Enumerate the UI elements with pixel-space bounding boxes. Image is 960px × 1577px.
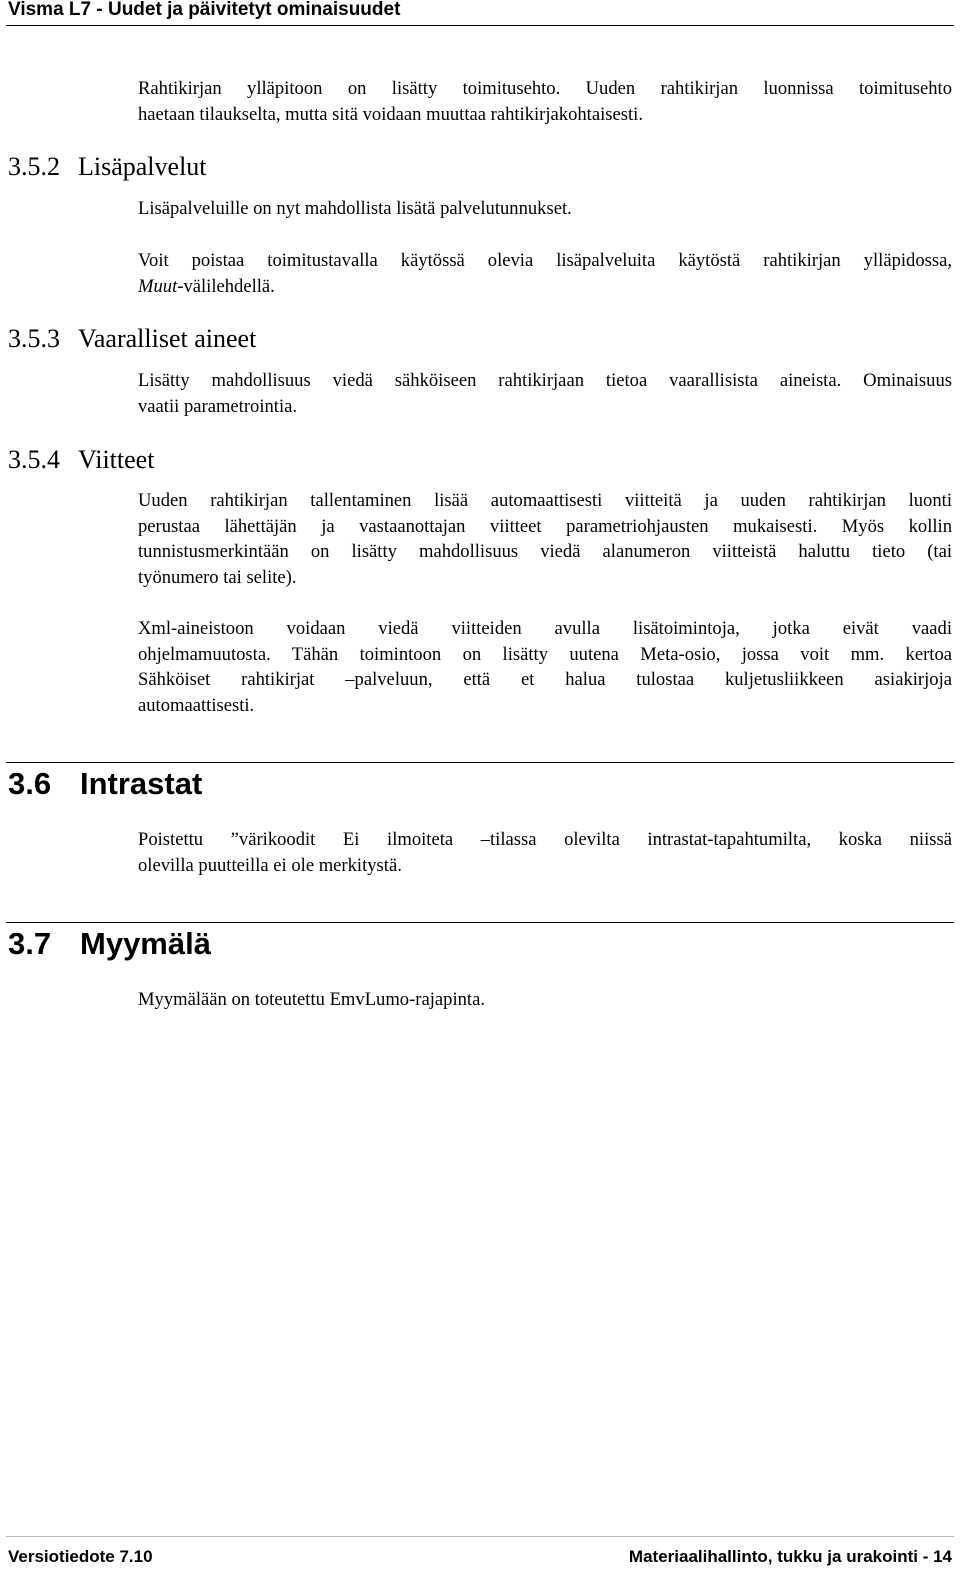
paragraph-line: Rahtikirjan ylläpitoon on lisätty toimitusehto. Uuden rahtikirjan luonnissa toimitusehto bbox=[138, 78, 952, 99]
paragraph-line: Voit poistaa toimitustavalla käytössä olevia lisäpalveluita käytöstä rahtikirjan ylläpidossa, bbox=[138, 250, 952, 271]
section-number: 3.6 bbox=[8, 766, 52, 801]
paragraph-line: haetaan tilaukselta, mutta sitä voidaan muuttaa rahtikirjakohtaisesti. bbox=[138, 103, 643, 125]
section-heading-3-6 bbox=[8, 766, 202, 802]
paragraph-line: tunnistusmerkintään on lisätty mahdollisuus viedä alanumeron viitteistä haluttu tieto (tai bbox=[138, 541, 952, 562]
paragraph-text: -välilehdellä. bbox=[177, 275, 275, 297]
paragraph-line: automaattisesti. bbox=[138, 694, 255, 716]
section-divider bbox=[6, 762, 954, 763]
paragraph-line: ohjelmamuutosta. Tähän toimintoon on lisätty uutena Meta-osio, jossa voit mm. kertoa bbox=[138, 643, 952, 665]
vaaralliset-aineet-paragraph bbox=[138, 368, 952, 419]
section-title: Myymälä bbox=[80, 926, 211, 961]
footer-divider bbox=[6, 1536, 954, 1537]
paragraph-line: Lisätty mahdollisuus viedä sähköiseen rahtikirjaan tietoa vaarallisista aineista. Ominaisuus bbox=[138, 370, 952, 391]
document-header-title: Visma L7 - Uudet ja päivitetyt ominaisuudet bbox=[8, 0, 401, 20]
footer-version: Versiotiedote 7.10 bbox=[8, 1547, 153, 1566]
section-heading-3-7 bbox=[8, 926, 211, 962]
section-heading-3-5-4 bbox=[8, 445, 154, 475]
lisapalvelut-paragraph-2 bbox=[138, 248, 952, 299]
viitteet-paragraph-1 bbox=[138, 488, 952, 590]
viitteet-paragraph-2 bbox=[138, 616, 952, 718]
paragraph-line: Myymälään on toteutettu EmvLumo-rajapinta. bbox=[138, 989, 485, 1010]
footer-section-page: Materiaalihallinto, tukku ja urakointi - 14 bbox=[628, 1547, 952, 1566]
muut-tab-name: Muut bbox=[138, 275, 178, 297]
section-divider bbox=[6, 922, 954, 923]
section-number: 3.5.4 bbox=[8, 445, 60, 474]
myymala-paragraph bbox=[138, 987, 952, 1013]
intro-paragraph bbox=[138, 76, 952, 127]
header-divider bbox=[6, 25, 954, 26]
paragraph-line: Poistettu ”värikoodit Ei ilmoiteta –tilassa olevilta intrastat-tapahtumilta, koska niissä bbox=[138, 829, 952, 850]
section-number: 3.5.2 bbox=[8, 152, 60, 181]
section-title: Lisäpalvelut bbox=[78, 152, 207, 181]
section-number: 3.5.3 bbox=[8, 324, 60, 353]
paragraph-line: olevilla puutteilla ei ole merkitystä. bbox=[138, 854, 402, 876]
section-title: Viitteet bbox=[78, 445, 155, 474]
lisapalvelut-paragraph-1 bbox=[138, 196, 952, 222]
paragraph-line: Xml-aineistoon voidaan viedä viitteiden avulla lisätoimintoja, jotka eivät vaadi bbox=[138, 618, 952, 639]
intrastat-paragraph bbox=[138, 827, 952, 878]
section-heading-3-5-2 bbox=[8, 152, 207, 182]
section-number: 3.7 bbox=[8, 926, 52, 961]
paragraph-line: perustaa lähettäjän ja vastaanottajan viitteet parametriohjausten mukaisesti. Myös kollin bbox=[138, 515, 952, 537]
section-title: Intrastat bbox=[80, 766, 203, 801]
section-heading-3-5-3 bbox=[8, 324, 256, 354]
paragraph-line: työnumero tai selite). bbox=[138, 566, 297, 588]
paragraph-line: vaatii parametrointia. bbox=[138, 395, 298, 417]
paragraph-line: Lisäpalveluille on nyt mahdollista lisätä palvelutunnukset. bbox=[138, 198, 572, 219]
paragraph-line: Uuden rahtikirjan tallentaminen lisää automaattisesti viitteitä ja uuden rahtikirjan luonti bbox=[138, 490, 952, 511]
paragraph-line: Sähköiset rahtikirjat –palveluun, että et halua tulostaa kuljetusliikkeen asiakirjoja bbox=[138, 669, 952, 690]
section-title: Vaaralliset aineet bbox=[78, 324, 257, 353]
paragraph-line bbox=[138, 274, 952, 300]
